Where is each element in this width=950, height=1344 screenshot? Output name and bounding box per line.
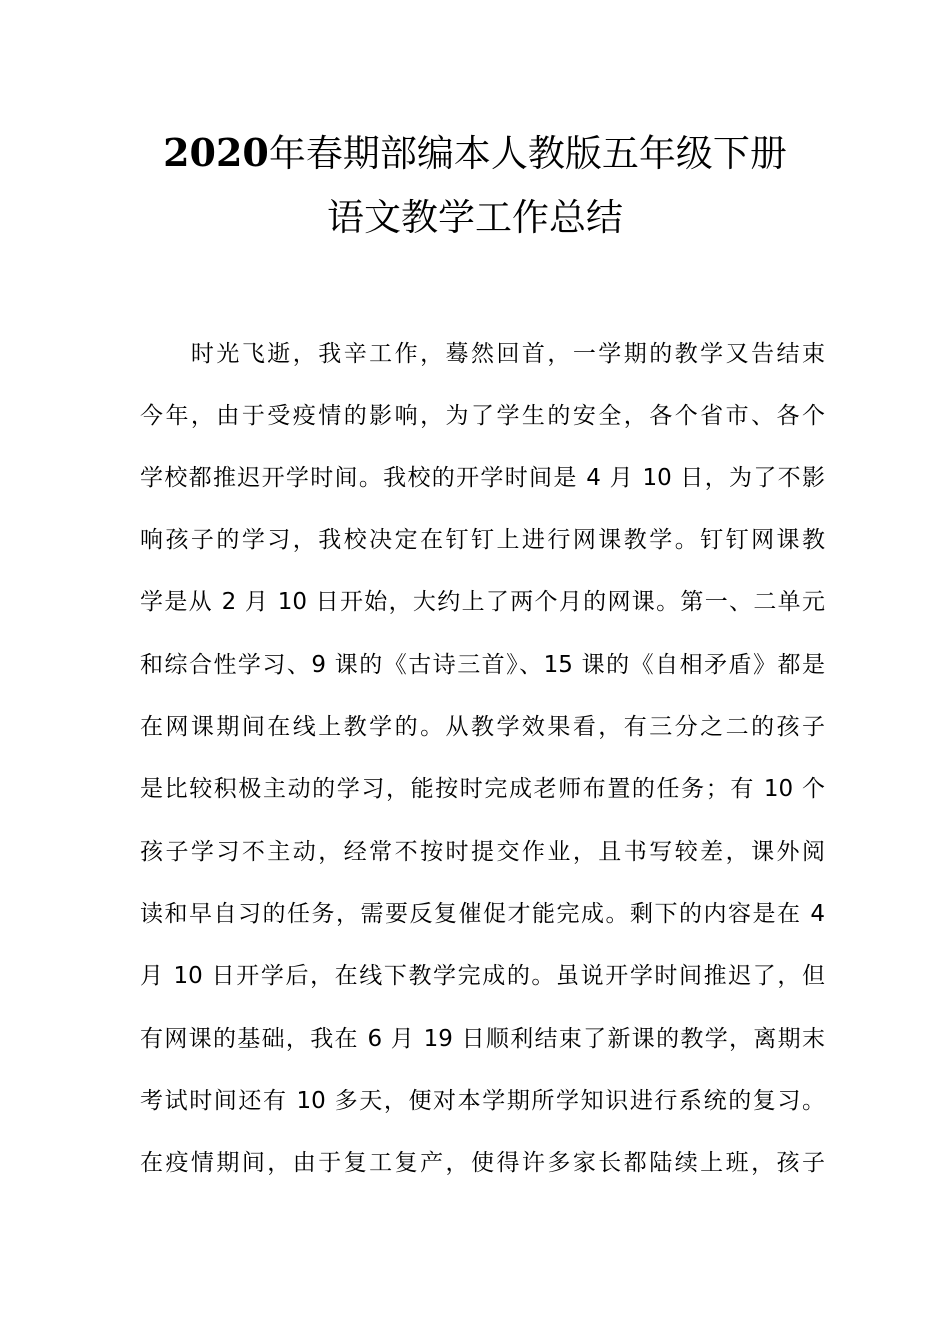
body-line: 月 10 日开学后，在线下教学完成的。虽说开学时间推迟了，但 <box>140 963 825 989</box>
body-line: 学是从 2 月 10 日开始，大约上了两个月的网课。第一、二单元 <box>140 589 825 615</box>
title-year: 2020 <box>163 130 269 175</box>
body-line: 今年，由于受疫情的影响，为了学生的安全，各个省市、各个 <box>140 403 825 429</box>
document-title-line-2: 语文教学工作总结 <box>327 196 623 239</box>
body-line: 是比较积极主动的学习，能按时完成老师布置的任务；有 10 个 <box>140 776 825 802</box>
body-line: 在网课期间在线上教学的。从教学效果看，有三分之二的孩子 <box>140 714 825 740</box>
body-line: 考试时间还有 10 多天，便对本学期所学知识进行系统的复习。 <box>140 1088 825 1114</box>
body-line: 孩子学习不主动，经常不按时提交作业，且书写较差，课外阅 <box>140 839 825 865</box>
body-line: 在疫情期间，由于复工复产，使得许多家长都陆续上班，孩子 <box>140 1150 825 1176</box>
document-title-line-1 <box>0 130 950 175</box>
body-line: 和综合性学习、9 课的《古诗三首》、15 课的《自相矛盾》都是 <box>140 652 825 678</box>
title-line-1-text: 年春期部编本人教版五年级下册 <box>268 132 787 175</box>
body-line: 学校都推迟开学时间。我校的开学时间是 4 月 10 日，为了不影 <box>140 465 825 491</box>
body-line: 有网课的基础，我在 6 月 19 日顺利结束了新课的教学，离期末 <box>140 1026 825 1052</box>
body-line: 读和早自习的任务，需要反复催促才能完成。剩下的内容是在 4 <box>140 901 825 927</box>
body-line: 响孩子的学习，我校决定在钉钉上进行网课教学。钉钉网课教 <box>140 527 825 553</box>
body-line: 时光飞逝，我辛工作，蓦然回首，一学期的教学又告结束 <box>140 341 825 367</box>
